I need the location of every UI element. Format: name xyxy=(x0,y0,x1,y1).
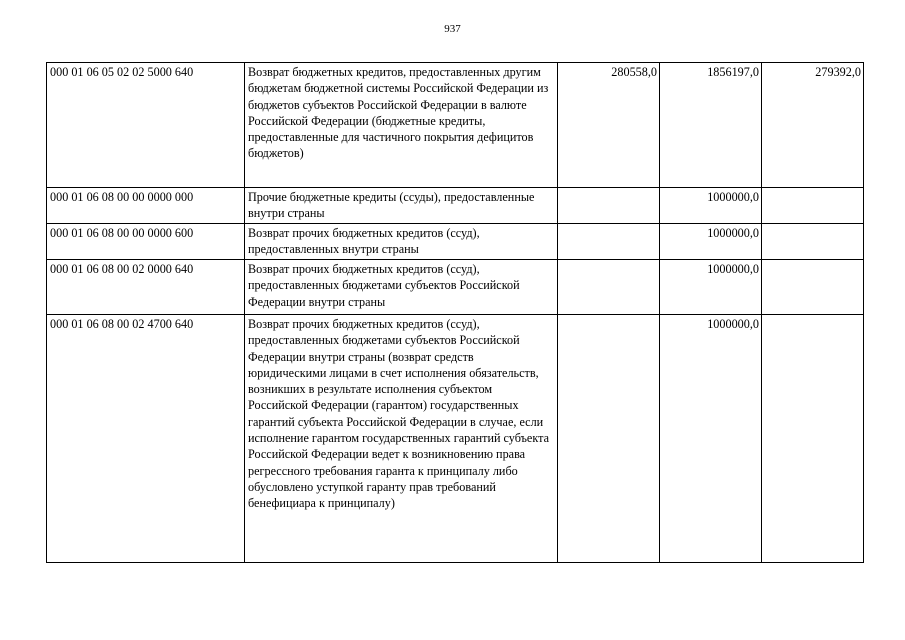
budget-code-cell: 000 01 06 05 02 02 5000 640 xyxy=(47,63,245,188)
value-cell-1 xyxy=(558,224,660,260)
description-cell: Возврат прочих бюджетных кредитов (ссуд), предоставленных бюджетами субъектов Российской Федерации внутри страны (возврат средств юридическими лицами в счет исполнения обязательств, возникших в результате исполнения субъектом Российской Федерации (гарантом) государственных гарантий субъекта Российской Федерации в случае, если исполнение гарантом государственных гарантий субъекта Российской Федерации ведет к возникновению права регрессного требования гаранта к принципалу либо обусловлено уступкой гаранту прав требований бенефициара к принципалу) xyxy=(245,315,558,563)
budget-code-cell: 000 01 06 08 00 02 4700 640 xyxy=(47,315,245,563)
description-cell: Возврат прочих бюджетных кредитов (ссуд), предоставленных внутри страны xyxy=(245,224,558,260)
value-cell-3 xyxy=(762,315,864,563)
value-cell-1: 280558,0 xyxy=(558,63,660,188)
description-cell: Возврат прочих бюджетных кредитов (ссуд), предоставленных бюджетами субъектов Российской Федерации внутри страны xyxy=(245,260,558,315)
table-row xyxy=(47,224,864,260)
value-cell-2: 1000000,0 xyxy=(660,224,762,260)
value-cell-2: 1000000,0 xyxy=(660,260,762,315)
budget-sources-table xyxy=(46,62,864,563)
description-cell: Прочие бюджетные кредиты (ссуды), предоставленные внутри страны xyxy=(245,188,558,224)
table-row xyxy=(47,63,864,188)
value-cell-2: 1000000,0 xyxy=(660,188,762,224)
value-cell-3 xyxy=(762,188,864,224)
value-cell-1 xyxy=(558,260,660,315)
value-cell-1 xyxy=(558,188,660,224)
page-number: 937 xyxy=(444,23,461,35)
table-row xyxy=(47,188,864,224)
table-row xyxy=(47,260,864,315)
budget-code-cell: 000 01 06 08 00 02 0000 640 xyxy=(47,260,245,315)
value-cell-3 xyxy=(762,224,864,260)
value-cell-3: 279392,0 xyxy=(762,63,864,188)
budget-code-cell: 000 01 06 08 00 00 0000 600 xyxy=(47,224,245,260)
table-row xyxy=(47,315,864,563)
description-cell: Возврат бюджетных кредитов, предоставленных другим бюджетам бюджетной системы Российской Федерации из бюджетов субъектов Российской Федерации в валюте Российской Федерации (бюджетные кредиты, предоставленные для частичного покрытия дефицитов бюджетов) xyxy=(245,63,558,188)
value-cell-2: 1000000,0 xyxy=(660,315,762,563)
value-cell-2: 1856197,0 xyxy=(660,63,762,188)
value-cell-1 xyxy=(558,315,660,563)
budget-code-cell: 000 01 06 08 00 00 0000 000 xyxy=(47,188,245,224)
value-cell-3 xyxy=(762,260,864,315)
